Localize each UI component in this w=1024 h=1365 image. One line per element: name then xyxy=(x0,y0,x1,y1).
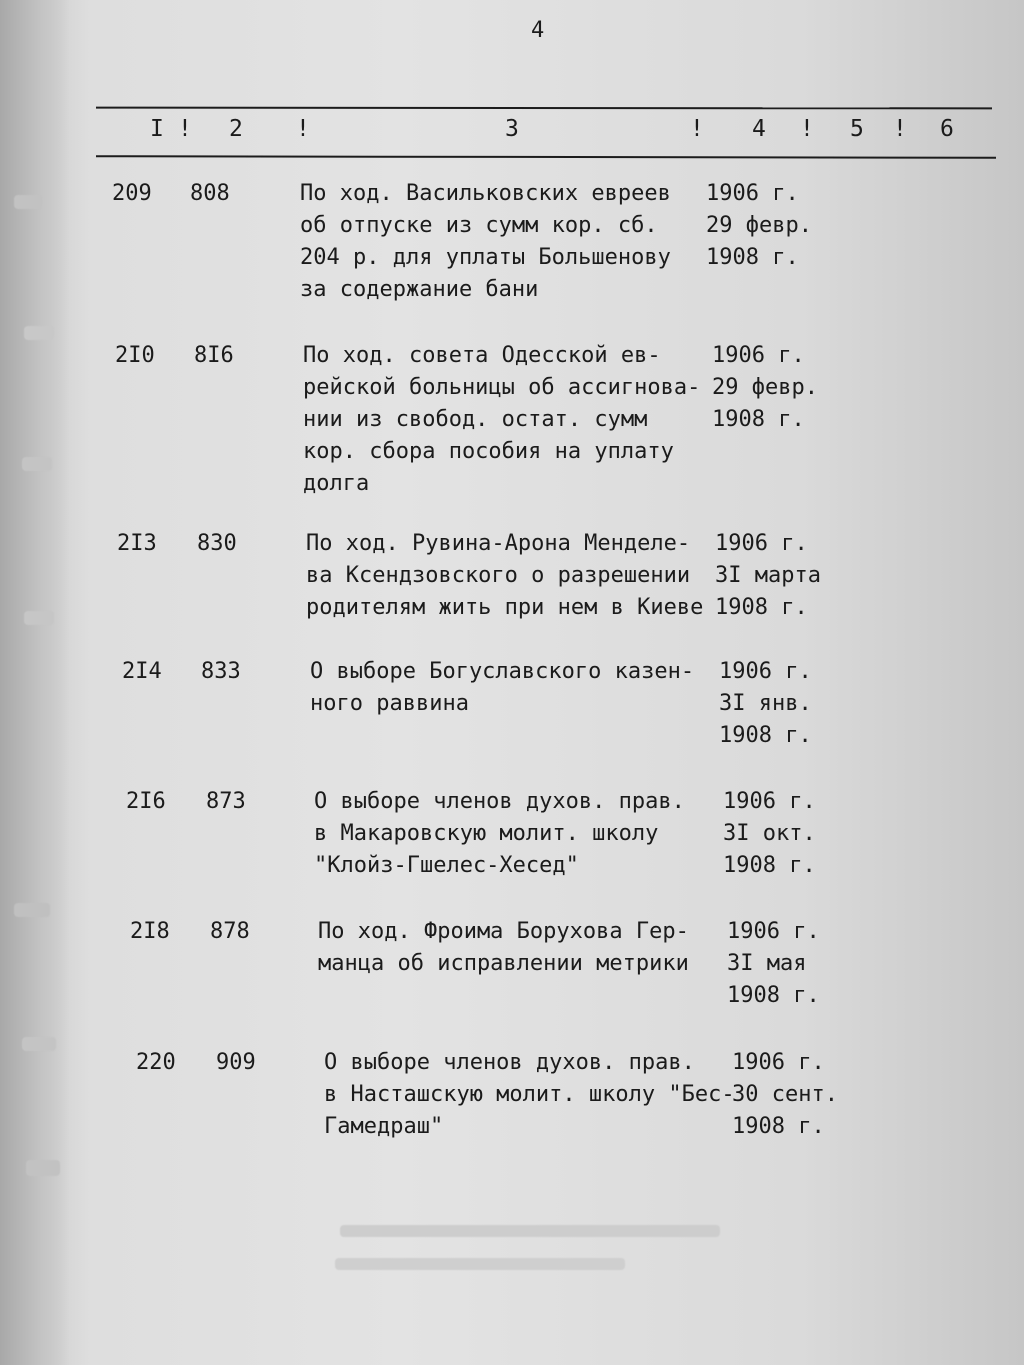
date-line: 1908 г. xyxy=(727,983,820,1008)
file-number: 808 xyxy=(190,181,230,206)
entry-description xyxy=(306,528,703,624)
file-number: 878 xyxy=(210,919,250,944)
page-number: 4 xyxy=(531,18,545,43)
header-separator: ! xyxy=(800,116,814,142)
date-line: 1908 г. xyxy=(712,407,805,432)
header-col-4: 4 xyxy=(752,116,766,142)
description-line: ва Ксендзовского о разрешении xyxy=(306,563,691,588)
description-line: за содержание бани xyxy=(300,277,539,302)
description-line: долга xyxy=(303,471,370,496)
header-col-2: 2 xyxy=(229,116,243,142)
bleed-through-mark xyxy=(340,1225,720,1237)
entry-description xyxy=(314,786,685,882)
bleed-through-mark xyxy=(14,903,50,917)
header-col-3: 3 xyxy=(505,116,519,142)
table-header-bottom-rule xyxy=(96,155,996,159)
description-line: манца об исправлении метрики xyxy=(318,951,689,976)
entry-description xyxy=(318,916,689,980)
description-line: По ход. Рувина-Арона Менделе- xyxy=(306,531,691,556)
entry-dates xyxy=(723,786,816,882)
entry-dates xyxy=(719,656,812,752)
bleed-through-mark xyxy=(24,611,54,625)
description-line: в Макаровскую молит. школу xyxy=(314,821,659,846)
file-number: 909 xyxy=(216,1050,256,1075)
description-line: По ход. Васильковских евреев xyxy=(300,181,671,206)
entry-number: 2I4 xyxy=(122,659,162,684)
date-line: 29 февр. xyxy=(706,213,812,238)
date-line: 1906 г. xyxy=(727,919,820,944)
date-line: 1906 г. xyxy=(706,181,799,206)
description-line: 204 р. для уплаты Большенову xyxy=(300,245,671,270)
header-col-5: 5 xyxy=(850,116,864,142)
date-line: 3I марта xyxy=(715,563,821,588)
entry-dates xyxy=(715,528,821,624)
date-line: 1906 г. xyxy=(712,343,805,368)
entry-number: 2I8 xyxy=(130,919,170,944)
date-line: 1908 г. xyxy=(715,595,808,620)
entry-number: 2I0 xyxy=(115,343,155,368)
date-line: 1908 г. xyxy=(706,245,799,270)
entry-dates xyxy=(712,340,818,436)
date-line: 29 февр. xyxy=(712,375,818,400)
date-line: 3I окт. xyxy=(723,821,816,846)
description-line: По ход. совета Одесской ев- xyxy=(303,343,661,368)
entry-number: 2I3 xyxy=(117,531,157,556)
date-line: 1906 г. xyxy=(732,1050,825,1075)
description-line: О выборе членов духов. прав. xyxy=(314,789,685,814)
description-line: "Клойз-Гшелес-Хесед" xyxy=(314,853,579,878)
bleed-through-mark xyxy=(22,457,52,471)
description-line: ного раввина xyxy=(310,691,469,716)
file-number: 873 xyxy=(206,789,246,814)
bleed-through-mark xyxy=(24,326,54,340)
bleed-through-mark xyxy=(26,1160,60,1176)
bleed-through-mark xyxy=(22,1037,56,1051)
bleed-through-mark xyxy=(14,195,42,209)
date-line: 1906 г. xyxy=(715,531,808,556)
entry-description xyxy=(310,656,694,720)
entry-description xyxy=(303,340,700,500)
description-line: По ход. Фроима Борухова Гер- xyxy=(318,919,689,944)
date-line: 1908 г. xyxy=(723,853,816,878)
description-line: об отпуске из сумм кор. сб. xyxy=(300,213,658,238)
description-line: О выборе членов духов. прав. xyxy=(324,1050,695,1075)
entry-number: 2I6 xyxy=(126,789,166,814)
entry-dates xyxy=(706,178,812,274)
file-number: 833 xyxy=(201,659,241,684)
header-separator: ! xyxy=(690,116,704,142)
description-line: родителям жить при нем в Киеве xyxy=(306,595,704,620)
date-line: 1908 г. xyxy=(719,723,812,748)
entry-description xyxy=(300,178,671,306)
description-line: кор. сбора пособия на уплату xyxy=(303,439,674,464)
header-separator: ! xyxy=(893,116,907,142)
entry-dates xyxy=(727,916,820,1012)
description-line: в Насташскую молит. школу "Бес- xyxy=(324,1082,735,1107)
entry-description xyxy=(324,1047,735,1143)
file-number: 830 xyxy=(197,531,237,556)
header-col-1: I xyxy=(150,116,164,142)
date-line: 1908 г. xyxy=(732,1114,825,1139)
description-line: Гамедраш" xyxy=(324,1114,444,1139)
date-line: 1906 г. xyxy=(719,659,812,684)
description-line: рейской больницы об ассигнова- xyxy=(303,375,701,400)
file-number: 8I6 xyxy=(194,343,234,368)
entry-dates xyxy=(732,1047,838,1143)
header-separator: ! xyxy=(296,116,310,142)
date-line: 1906 г. xyxy=(723,789,816,814)
entry-number: 220 xyxy=(136,1050,176,1075)
table-header-top-rule xyxy=(96,107,992,110)
date-line: 3I янв. xyxy=(719,691,812,716)
entry-number: 209 xyxy=(112,181,152,206)
bleed-through-mark xyxy=(335,1258,625,1270)
header-col-6: 6 xyxy=(940,116,954,142)
header-separator: ! xyxy=(178,116,192,142)
description-line: нии из свобод. остат. сумм xyxy=(303,407,648,432)
date-line: 30 сент. xyxy=(732,1082,838,1107)
description-line: О выборе Богуславского казен- xyxy=(310,659,695,684)
date-line: 3I мая xyxy=(727,951,807,976)
